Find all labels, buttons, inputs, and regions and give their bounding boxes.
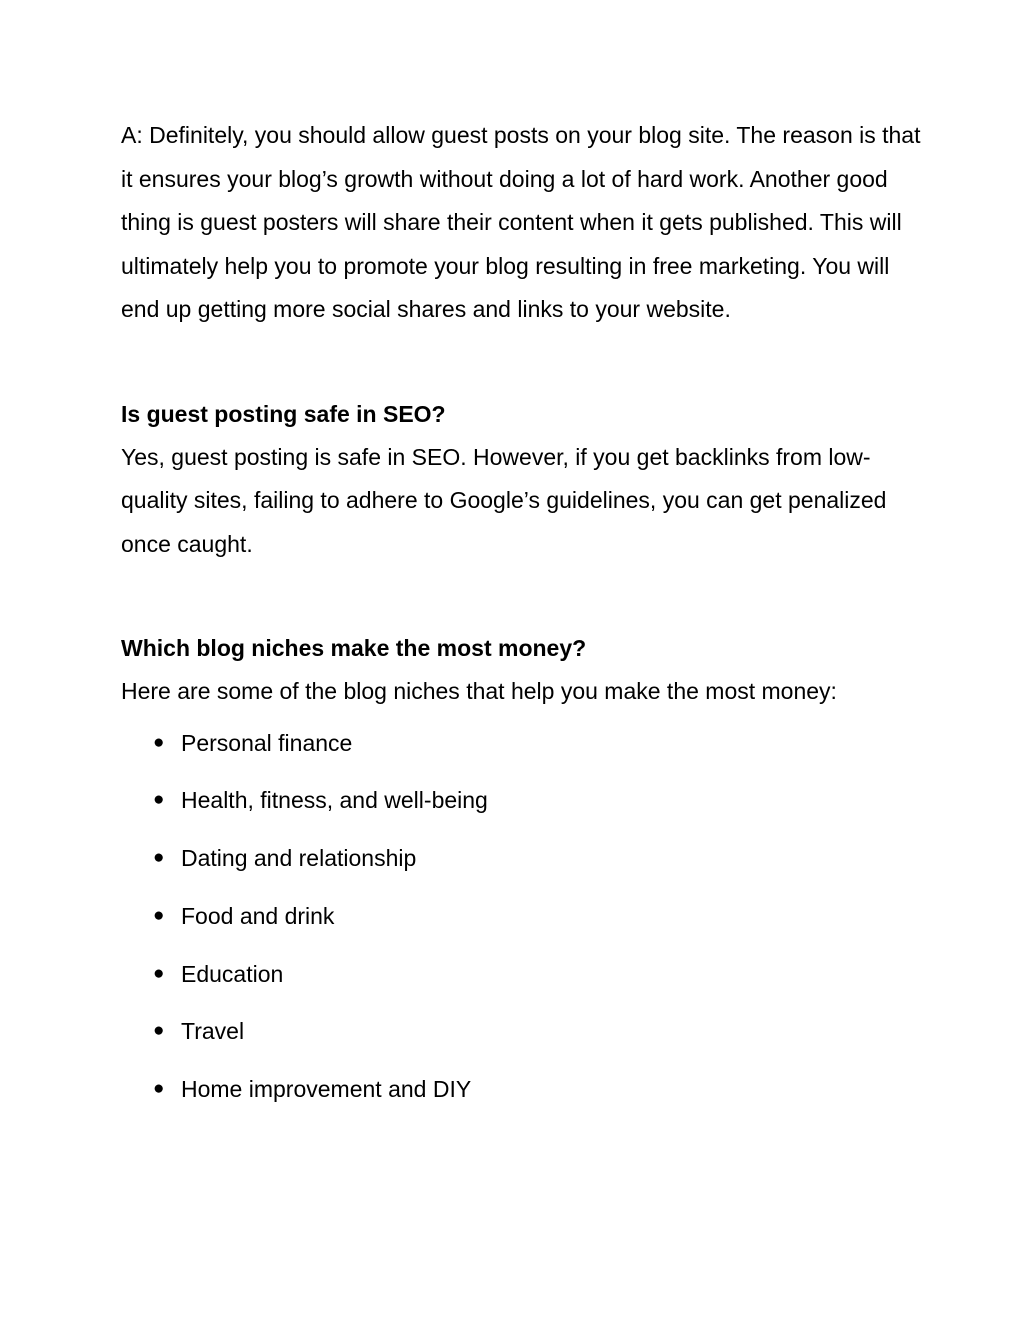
list-item bbox=[121, 785, 921, 815]
list-item bbox=[121, 728, 921, 758]
bullet-icon: ● bbox=[153, 962, 165, 984]
list-item-text: Home improvement and DIY bbox=[181, 1076, 472, 1103]
list-item-text: Education bbox=[181, 960, 284, 987]
section-body-seo-safety: Yes, guest posting is safe in SEO. However, if you get backlinks from low-quality sites, failing to adhere to Google’s guidelines, you can get penalized once caught. bbox=[121, 443, 887, 557]
section-body-blog-niches: Here are some of the blog niches that help you make the most money: bbox=[121, 678, 837, 704]
bullet-icon: ● bbox=[153, 789, 165, 811]
bullet-icon: ● bbox=[153, 847, 165, 869]
document-page bbox=[121, 114, 921, 1132]
blog-niches-list bbox=[121, 728, 921, 1105]
list-item-text: Travel bbox=[181, 1018, 245, 1045]
list-item bbox=[121, 1016, 921, 1046]
section-heading-blog-niches: Which blog niches make the most money? bbox=[121, 635, 587, 661]
list-item bbox=[121, 959, 921, 989]
list-item-text: Personal finance bbox=[181, 729, 353, 756]
list-item-text: Health, fitness, and well-being bbox=[181, 787, 488, 814]
intro-paragraph: A: Definitely, you should allow guest posts on your blog site. The reason is that it ensures your blog’s growth without doing a lot of hard work. Another good thing is guest posters will share their content when it gets published. This will ultimately help you to promote your blog resulting in free marketing. You will end up getting more social shares and links to your website. bbox=[121, 122, 921, 322]
list-item bbox=[121, 901, 921, 931]
list-item bbox=[121, 843, 921, 873]
section-heading-seo-safety: Is guest posting safe in SEO? bbox=[121, 400, 446, 427]
bullet-icon: ● bbox=[153, 1078, 165, 1100]
bullet-icon: ● bbox=[153, 1020, 165, 1042]
bullet-icon: ● bbox=[153, 904, 165, 926]
list-item bbox=[121, 1074, 921, 1104]
list-item-text: Dating and relationship bbox=[181, 845, 417, 872]
bullet-icon: ● bbox=[153, 731, 165, 753]
list-item-text: Food and drink bbox=[181, 902, 335, 929]
